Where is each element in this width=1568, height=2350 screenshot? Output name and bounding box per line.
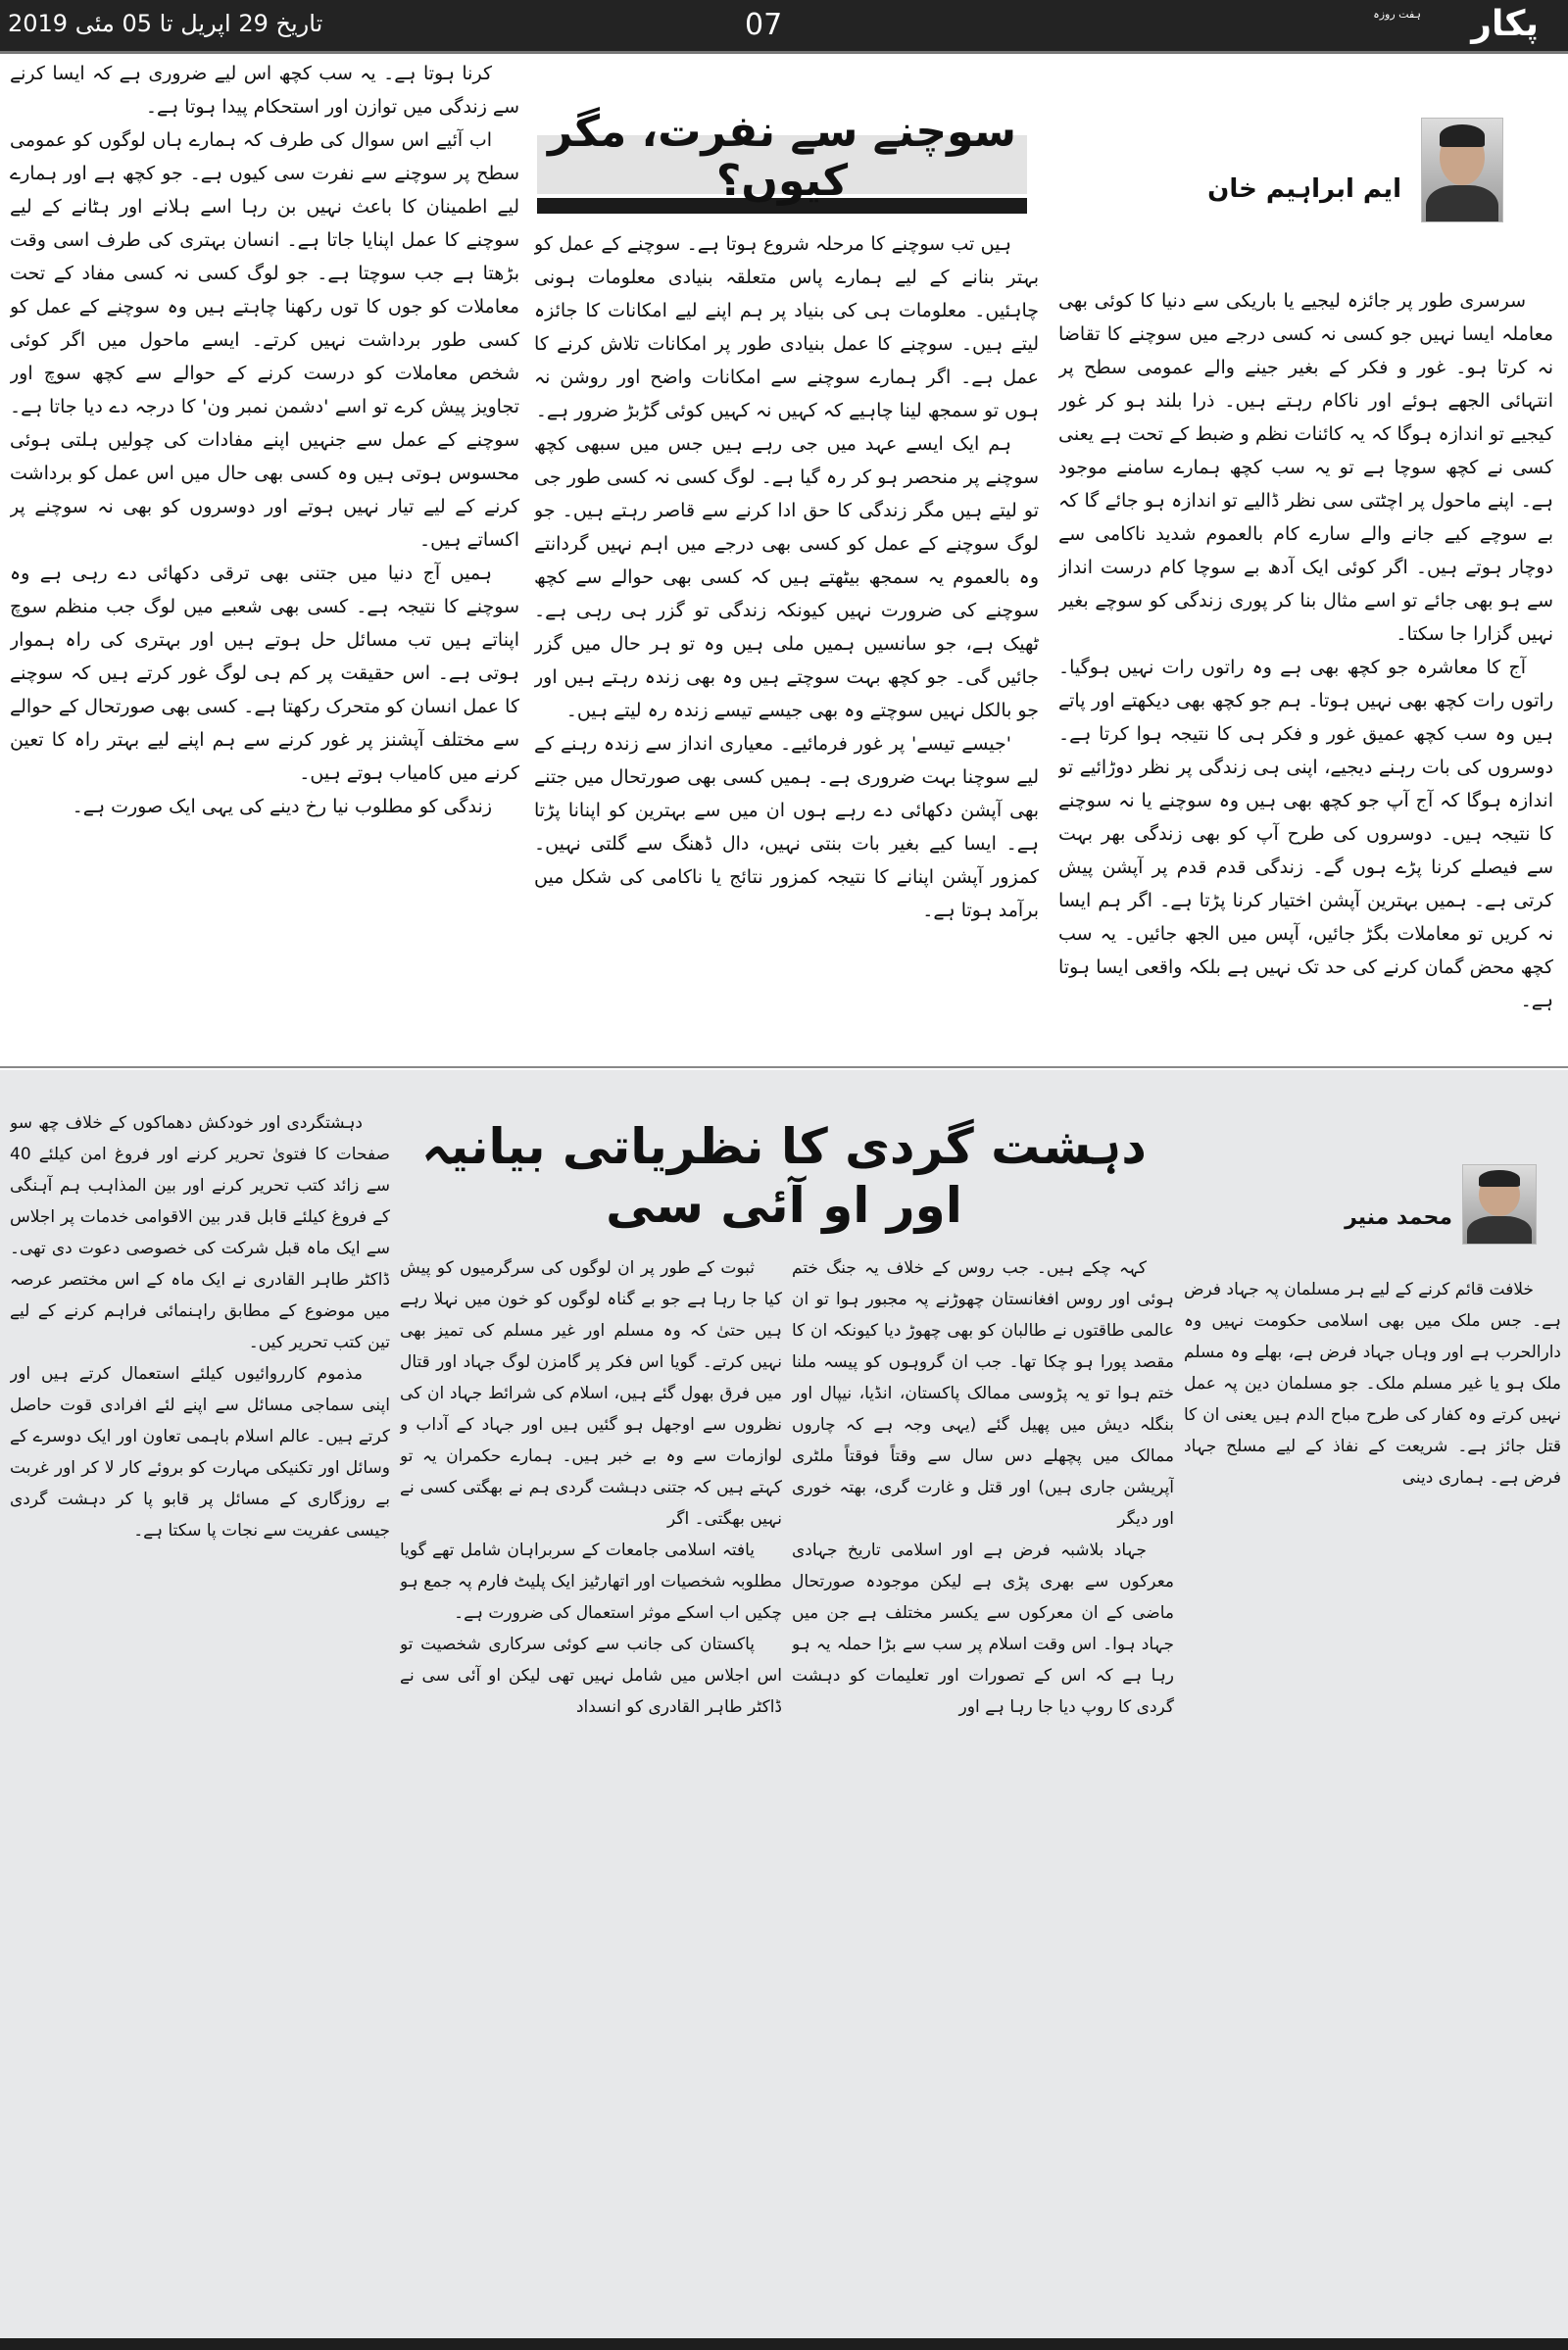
article1-column-left — [10, 57, 519, 1064]
logo-text: پکار — [1471, 4, 1539, 44]
paragraph: ہم ایک ایسے عہد میں جی رہے ہیں جس میں سبھی کچھ سوچنے پر منحصر ہو کر رہ گیا ہے۔ لوگ کسی نہ کسی طور جی تو لیتے ہیں مگر زندگی کا حق ادا کرنے سے قاصر رہتے ہیں۔ جو لوگ سوچنے کے عمل کو کسی بھی درجے میں اہم نہیں گردانتے وہ بالعموم یہ سمجھ بیٹھتے ہیں کہ کسی بھی حوالے سے کچھ سوچنے کی ضرورت نہیں کیونکہ زندگی تو گزر ہی رہی ہے۔ ٹھیک ہے، جو سانسیں ہمیں ملی ہیں وہ تو ہر حال میں گزر جائیں گی۔ جو کچھ بہت سوچتے ہیں وہ بھی زندہ رہتے ہیں اور جو بالکل نہیں سوچتے وہ بھی جیسے تیسے زندہ رہ لیتے ہیں۔ — [534, 433, 1039, 721]
masthead-bar — [0, 0, 1568, 54]
issue-date: تاریخ 29 اپریل تا 05 مئی 2019 — [8, 10, 323, 37]
logo-tagline: ہفت روزہ — [1373, 8, 1421, 21]
paragraph: پاکستان کی جانب سے کوئی سرکاری شخصیت تو اس اجلاس میں شامل نہیں تھی لیکن او آئی سی نے ڈاکٹر طاہر القادری کو انسداد — [400, 1635, 782, 1717]
article2-column-1 — [1184, 1274, 1561, 2332]
article2-title: دہشت گردی کا نظریاتی بیانیہ اور او آئی سی — [421, 1118, 1147, 1234]
paragraph: کرنا ہوتا ہے۔ یہ سب کچھ اس لیے ضروری ہے کہ ایسا کرنے سے زندگی میں توازن اور استحکام پیدا ہوتا ہے۔ — [10, 63, 519, 118]
author-photo — [1421, 118, 1503, 222]
article1-column-middle — [534, 227, 1039, 1058]
paragraph: زندگی کو مطلوب نیا رخ دینے کی یہی ایک صورت ہے۔ — [72, 796, 492, 817]
paragraph: مذموم کارروائیوں کیلئے استعمال کرتے ہیں اور اپنی سماجی مسائل سے اپنے لئے افرادی قوت حاصل کرتے ہیں۔ عالم اسلام باہمی تعاون اور ایک دوسرے کے وسائل اور تکنیکی مہارت کو بروئے کار لا کر اور غربت بے روزگاری کے مسائل پر قابو پا کر دہشت گردی جیسی عفریت سے نجات پا سکتا ہے۔ — [10, 1364, 390, 1541]
paragraph: یافتہ اسلامی جامعات کے سربراہان شامل تھے گویا مطلوبہ شخصیات اور اتھارٹیز ایک پلیٹ فارم پہ جمع ہو چکیں اب اسکے موثر استعمال کی ضرورت ہے۔ — [400, 1541, 782, 1623]
paragraph: کہہ چکے ہیں۔ جب روس کے خلاف یہ جنگ ختم ہوئی اور روس افغانستان چھوڑنے پہ مجبور ہوا تو ان عالمی طاقتوں نے طالبان کو بھی چھوڑ دیا کیونکہ ان کا مقصد پورا ہو چکا تھا۔ جب ان گروہوں کو پیسہ ملنا ختم ہوا تو یہ پڑوسی ممالک پاکستان، انڈیا، نیپال اور بنگلہ دیش میں پھیل گئے (یہی وجہ ہے کہ چاروں ممالک میں پچھلے دس سال سے وقتاً فوقتاً ملٹری آپریشن جاری ہیں) اور قتل و غارت گری، بھتہ خوری اور دیگر — [792, 1258, 1174, 1529]
paragraph: سرسری طور پر جائزہ لیجیے یا باریکی سے دنیا کا کوئی بھی معاملہ ایسا نہیں جو کسی نہ کسی درجے میں سوچنے کا تقاضا نہ کرتا ہو۔ غور و فکر کے بغیر جینے والے عمومی سطح پر انتہائی الجھے ہوئے اور ناکام رہتے ہیں۔ ذرا بلند ہو کر غور کیجیے تو اندازہ ہوگا کہ یہ کائنات نظم و ضبط کے تحت ہے یعنی کسی نے کچھ سوچا ہے تو یہ سب کچھ ہمارے سامنے موجود ہے۔ اپنے ماحول پر اچٹتی سی نظر ڈالیے تو اندازہ ہو جائے گا کہ بے سوچے کیے جانے والے سارے کام بالعموم شدید ناکامی سے دوچار ہوتے ہیں۔ اگر کوئی ایک آدھ بے سوچا کام درست انداز سے ہو بھی جائے تو اسے مثال بنا کر پوری زندگی کو سوچے بغیر نہیں گزارا جا سکتا۔ — [1058, 290, 1553, 645]
paragraph: جہاد بلاشبہ فرض ہے اور اسلامی تاریخ جہادی معرکوں سے بھری پڑی ہے لیکن موجودہ صورتحال ماضی کے ان معرکوں سے یکسر مختلف ہے جن میں جہاد ہوا۔ اس وقت اسلام پر سب سے بڑا حملہ یہ ہو رہا ہے کہ اس کے تصورات اور تعلیمات کو دہشت گردی کا روپ دیا جا رہا ہے اور — [792, 1541, 1174, 1717]
paragraph: ثبوت کے طور پر ان لوگوں کی سرگرمیوں کو پیش کیا جا رہا ہے جو بے گناہ لوگوں کو خون میں نہلا رہے ہیں حتیٰ کہ وہ مسلم اور غیر مسلم کی تمیز بھی نہیں کرتے۔ گویا اس فکر پر گامزن لوگ جہاد اور قتال میں فرق بھول گئے ہیں، اسلام کی شرائط جہاد ان کی نظروں سے اوجھل ہو گئیں ہیں اور جہاد کے آداب و لوازمات سے وہ بے خبر ہیں۔ ہمارے حکمران یہ تو کہتے ہیں کہ جتنی دہشت گردی ہم نے بھگتی کسی نے نہیں بھگتی۔ اگر — [400, 1258, 782, 1529]
paragraph: ہمیں آج دنیا میں جتنی بھی ترقی دکھائی دے رہی ہے وہ سوچنے کا نتیجہ ہے۔ کسی بھی شعبے میں لوگ جب منظم سوچ اپناتے ہیں تب مسائل حل ہوتے ہیں اور بہتری کی راہ ہموار ہوتی ہے۔ اس حقیقت پر کم ہی لوگ غور کرتے ہیں کہ سوچنے کا عمل انسان کو متحرک رکھتا ہے۔ کسی بھی صورتحال کے حوالے سے مختلف آپشنز پر غور کرنے سے ہم اپنے لیے بہتر راہ کا تعین کرنے میں کامیاب ہوتے ہیں۔ — [10, 563, 519, 784]
article2-column-2 — [792, 1252, 1174, 2334]
paragraph: خلافت قائم کرنے کے لیے ہر مسلمان پہ جہاد فرض ہے۔ جس ملک میں بھی اسلامی حکومت نہیں وہ دارالحرب ہے اور وہاں جہاد فرض ہے، بھلے وہ مسلم ملک ہو یا غیر مسلم ملک۔ جو مسلمان دین پہ عمل نہیں کرتے وہ کفار کی طرح مباح الدم ہیں یعنی ان کا قتل جائز ہے۔ شریعت کے نفاذ کے لیے مسلح جہاد فرض ہے۔ ہماری دینی — [1184, 1280, 1561, 1488]
paragraph: دہشتگردی اور خودکش دھماکوں کے خلاف چھ سو صفحات کا فتویٰ تحریر کرنے اور فروغ امن کیلئے 40 سے زائد کتب تحریر کرنے اور بین المذاہب ہم آہنگی کے فروغ کیلئے قابل قدر بین الاقوامی خدمات پر اجلاس سے ایک ماہ قبل شرکت کی خصوصی دعوت دی تھی۔ ڈاکٹر طاہر القادری نے ایک ماہ کے اس مختصر عرصہ میں موضوع کے مطابق راہنمائی فراہم کرنے کے لیے تین کتب تحریر کیں۔ — [10, 1113, 390, 1352]
page-number: 07 — [745, 8, 783, 42]
paragraph: 'جیسے تیسے' پر غور فرمائیے۔ معیاری انداز سے زندہ رہنے کے لیے سوچنا بہت ضروری ہے۔ ہمیں کسی بھی صورتحال میں جتنے بھی آپشن دکھائی دے رہے ہوں ان میں سے بہترین کو اپنانا پڑتا ہے۔ ایسا کیے بغیر بات بنتی نہیں، دال ڈھنگ سے گلتی نہیں۔ کمزور آپشن اپنانے کا نتیجہ کمزور نتائج یا ناکامی کی شکل میں برآمد ہوتا ہے۔ — [534, 733, 1039, 921]
article-divider — [0, 1066, 1568, 1068]
paragraph: آج کا معاشرہ جو کچھ بھی ہے وہ راتوں رات نہیں ہوگیا۔ راتوں رات کچھ بھی نہیں ہوتا۔ ہم جو کچھ بھی دیکھتے اور پاتے ہیں وہ سب کچھ عمیق غور و فکر ہی کا نتیجہ ہوا کرتا ہے۔ دوسروں کی بات رہنے دیجیے، اپنی ہی زندگی پر نظر دوڑائیے تو اندازہ ہوگا کہ آج آپ جو کچھ بھی ہیں وہ سوچنے یا نہ سوچنے کا نتیجہ ہیں۔ دوسروں کی طرح آپ کو بھی زندگی بھر بہت سے فیصلے کرنا پڑے ہوں گے۔ زندگی قدم قدم پر آپشن پیش کرتی ہے۔ ہمیں بہترین آپشن اختیار کرنا پڑتا ہے۔ اگر ہم ایسا نہ کریں تو معاملات بگڑ جائیں، آپس میں الجھ جائیں۔ یہ سب کچھ محض گمان کرنے کی حد تک نہیں ہے بلکہ واقعی ایسا ہوتا ہے۔ — [1058, 657, 1553, 1011]
paragraph: اب آئیے اس سوال کی طرف کہ ہمارے ہاں لوگوں کو عمومی سطح پر سوچنے سے نفرت سی کیوں ہے۔ جو کچھ ہے اور ہمارے لیے اطمینان کا باعث نہیں بن رہا اسے ہلانے اور ہٹانے کے لیے سوچنے کا عمل اپنایا جاتا ہے۔ انسان بہتری کی طرف اسی وقت بڑھتا ہے جب سوچتا ہے۔ جو لوگ کسی نہ کسی مفاد کے تحت معاملات کو جوں کا توں رکھنا چاہتے ہیں وہ سوچنے کے عمل کو کسی طور برداشت نہیں کرتے۔ ایسے ماحول میں اگر کوئی شخص معاملات کو درست کرنے کے حوالے سے کچھ سوچ اور تجاویز پیش کرے تو اسے 'دشمن نمبر ون' کا درجہ دے دیا جاتا ہے۔ سوچنے کے عمل سے جنہیں اپنے مفادات کی چولیں ہلتی ہوئی محسوس ہوتی ہیں وہ کسی بھی حال میں اس عمل کو برداشت کرنے کے لیے تیار نہیں ہوتے اور دوسروں کو بھی نہ سوچنے پر اکساتے ہیں۔ — [10, 129, 519, 551]
article2-column-4 — [10, 1107, 390, 2332]
paragraph: ہیں تب سوچنے کا مرحلہ شروع ہوتا ہے۔ سوچنے کے عمل کو بہتر بنانے کے لیے ہمارے پاس متعلقہ بنیادی معلومات ہونی چاہئیں۔ معلومات ہی کی بنیاد پر ہم اپنے لیے امکانات کا جائزہ لیتے ہیں۔ سوچنے کا عمل بنیادی طور پر امکانات تلاش کرنے کا عمل ہے۔ اگر ہمارے سوچنے سے امکانات واضح اور روشن نہ ہوں تو سمجھ لینا چاہیے کہ کہیں نہ کہیں کوئی گڑبڑ ضرور ہے۔ — [534, 233, 1039, 421]
article1-title: سوچنے سے نفرت، مگر کیوں؟ — [547, 107, 1016, 206]
article2-author: محمد منیر — [1345, 1205, 1452, 1230]
article1-title-block — [537, 108, 1027, 216]
footer-bar — [0, 2338, 1568, 2350]
article1-column-right — [1058, 284, 1553, 1058]
article1-author: ایم ابراہیم خان — [1207, 174, 1401, 204]
author-photo — [1462, 1164, 1537, 1245]
newspaper-logo — [1471, 2, 1539, 47]
article2-column-3 — [400, 1252, 782, 2334]
